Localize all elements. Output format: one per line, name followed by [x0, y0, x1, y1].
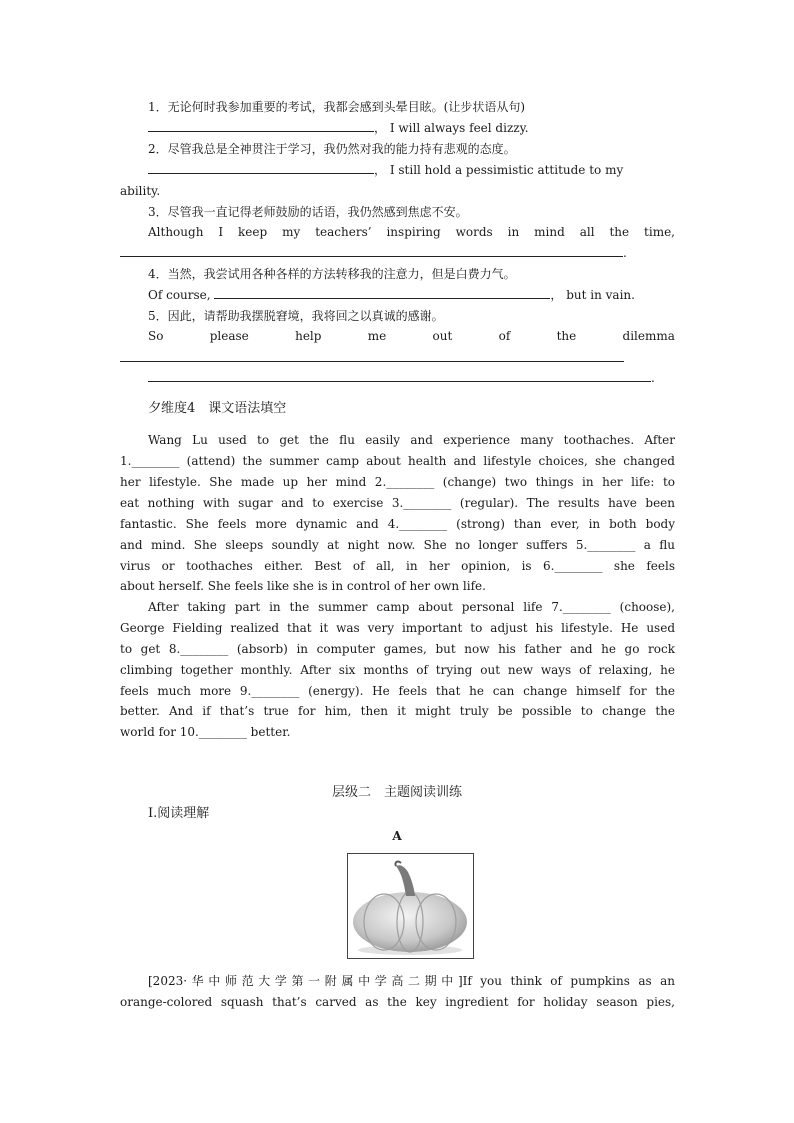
item-4-prefix: Of course,: [148, 288, 211, 302]
item-5-chinese: 5．因此，请帮助我摆脱窘境，我将回之以真诚的感谢。: [148, 309, 444, 323]
item-3-english: Although I keep my teachers’ inspiring words in mind all the time,: [148, 225, 675, 239]
answer-blank[interactable]: [148, 160, 374, 174]
passage-line: about herself. She feels like she is in control of her own life.: [120, 579, 486, 593]
item-1-answer-line: [148, 118, 675, 138]
reading-subtitle: Ⅰ.阅读理解: [148, 806, 210, 821]
item-4-chinese: 4．当然，我尝试用各种各样的方法转移我的注意力，但是白费力气。: [148, 267, 516, 281]
section-heading: ⼣维度4 课文语法填空: [148, 401, 287, 416]
item-3-answer-line: .: [120, 243, 675, 263]
passage-line: George Fielding realized that it was very important to adjust his lifestyle. He used: [120, 621, 675, 635]
item-1-english: ， I will always feel dizzy.: [374, 121, 529, 135]
passage-line: better. And if that’s true for him, then it might truly be possible to change the: [120, 704, 675, 718]
passage-line: virus or toothaches either. Best of all, in her opinion, is 6.________ she feels: [120, 559, 675, 573]
passage-line: climbing together monthly. After six months of trying out new ways of relaxing, he: [120, 663, 675, 677]
passage-line: world for 10.________ better.: [120, 725, 291, 739]
item-4-english: ， but in vain.: [550, 288, 635, 302]
passage-line: orange-colored squash that’s carved as the key ingredient for holiday season pies,: [120, 995, 675, 1009]
passage-line: 1.________ (attend) the summer camp about health and lifestyle choices, she changed: [120, 454, 675, 468]
answer-blank[interactable]: [148, 368, 651, 382]
pumpkin-photo: [347, 853, 474, 959]
passage-line: Wang Lu used to get the flu easily and experience many toothaches. After: [148, 433, 675, 447]
passage-line: her lifestyle. She made up her mind 2.________ (change) two things in her life: to: [120, 475, 675, 489]
item-2-chinese: 2．尽管我总是全神贯注于学习，我仍然对我的能力持有悲观的态度。: [148, 142, 516, 156]
passage-line: [2023·华中师范大学第一附属中学高二期中]If you think of pumpkins as an: [148, 974, 675, 988]
item-2-answer-line: [148, 160, 675, 180]
answer-blank[interactable]: [214, 285, 550, 299]
level-title: 层级二 主题阅读训练: [331, 785, 462, 800]
passage-label: A: [392, 829, 402, 843]
passage-line: After taking part in the summer camp about personal life 7.________ (choose),: [148, 600, 675, 614]
item-5-english: So please help me out of the dilemma: [148, 329, 675, 343]
passage-line: fantastic. She feels more dynamic and 4.________ (strong) than ever, in both body: [120, 517, 675, 531]
item-2-english: ， I still hold a pessimistic attitude to my: [374, 163, 624, 177]
pumpkin-icon: [348, 854, 473, 958]
item-4-answer-line: [148, 285, 675, 305]
answer-blank[interactable]: [148, 118, 374, 132]
item-5-answer-line: .: [148, 368, 675, 388]
answer-blank[interactable]: [120, 243, 623, 257]
item-2-continuation: ability.: [120, 184, 161, 198]
item-3-chinese: 3．尽管我一直记得老师鼓励的话语，我仍然感到焦虑不安。: [148, 205, 468, 219]
passage-line: eat nothing with sugar and to exercise 3.________ (regular). The results have been: [120, 496, 675, 510]
passage-line: feels much more 9.________ (energy). He feels that he can change himself for the: [120, 684, 675, 698]
item-1-chinese: 1．无论何时我参加重要的考试，我都会感到头晕目眩。(让步状语从句): [148, 100, 526, 114]
answer-blank[interactable]: [120, 361, 624, 362]
passage-line: and mind. She sleeps soundly at night now. She no longer suffers 5.________ a flu: [120, 538, 675, 552]
passage-line: to get 8.________ (absorb) in computer games, but now his father and he go rock: [120, 642, 675, 656]
